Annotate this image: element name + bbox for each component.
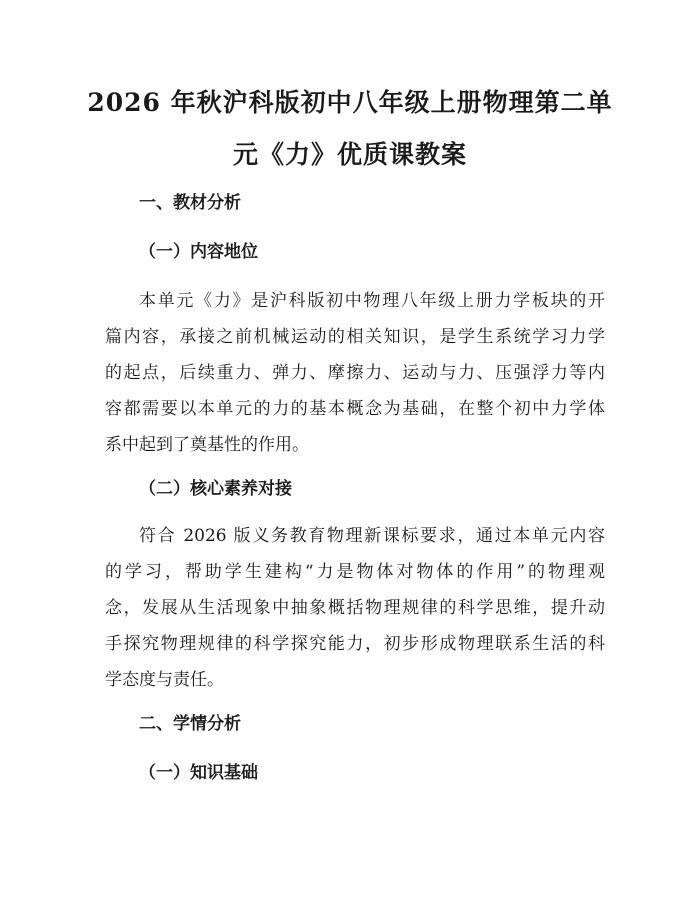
document-title-line-1: 2026 年秋沪科版初中八年级上册物理第二单 <box>87 88 613 117</box>
section-heading-learner-analysis: 二、学情分析 <box>139 714 241 734</box>
subsection-heading-knowledge-base: （一）知识基础 <box>139 763 258 783</box>
paragraph-line: 念，发展从生活现象中抽象概括物理规律的科学思维，提升动 <box>105 598 605 618</box>
document-title-line-2: 元《力》优质课教案 <box>232 140 467 169</box>
paragraph-line: 的起点，后续重力、弹力、摩擦力、运动与力、压强浮力等内 <box>105 363 605 383</box>
paragraph-line: 符合 2026 版义务教育物理新课标要求，通过本单元内容 <box>139 526 605 546</box>
subsection-heading-core-literacy: （二）核心素养对接 <box>139 479 292 499</box>
paragraph-content-position <box>105 283 605 463</box>
paragraph-line: 本单元《力》是沪科版初中物理八年级上册力学板块的开 <box>139 291 605 311</box>
paragraph-line: 篇内容，承接之前机械运动的相关知识，是学生系统学习力学 <box>105 327 605 347</box>
paragraph-line: 手探究物理规律的科学探究能力，初步形成物理联系生活的科 <box>105 634 605 654</box>
section-heading-textbook-analysis: 一、教材分析 <box>139 193 241 213</box>
subsection-heading-content-position: （一）内容地位 <box>139 242 258 262</box>
paragraph-core-literacy <box>105 518 605 698</box>
paragraph-line: 容都需要以本单元的力的基本概念为基础，在整个初中力学体 <box>105 399 605 419</box>
paragraph-line: 学态度与责任。 <box>105 670 224 690</box>
paragraph-line: 系中起到了奠基性的作用。 <box>105 435 309 455</box>
paragraph-line: 的学习，帮助学生建构“力是物体对物体的作用”的物理观 <box>105 562 605 582</box>
